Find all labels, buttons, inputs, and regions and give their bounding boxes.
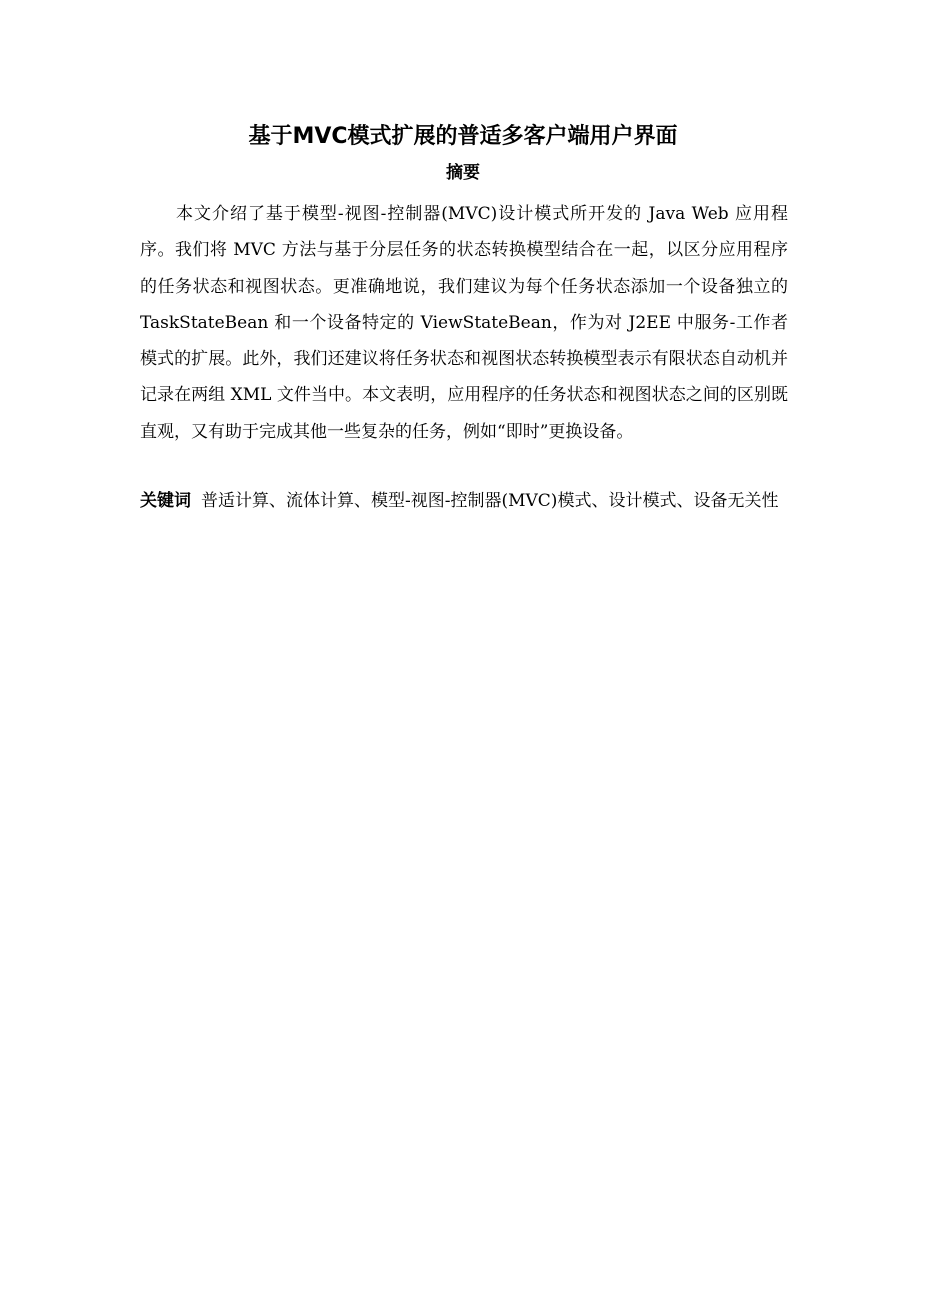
keywords-section <box>140 484 788 519</box>
abstract-paragraph: 本文介绍了基于模型-视图-控制器(MVC)设计模式所开发的 Java Web 应用程序。我们将 MVC 方法与基于分层任务的状态转换模型结合在一起，以区分应用程序的任务状态和视图状态。更准确地说，我们建议为每个任务状态添加一个设备独立的 TaskStateBean 和一个设备特定的 ViewStateBean，作为对 J2EE 中服务-工作者模式的扩展。此外，我们还建议将任务状态和视图状态转换模型表示有限状态自动机并记录在两组 XML 文件当中。本文表明，应用程序的任务状态和视图状态之间的区别既直观，又有助于完成其他一些复杂的任务，例如“即时”更换设备。 <box>140 204 788 442</box>
keywords-text: 普适计算、流体计算、模型-视图-控制器(MVC)模式、设计模式、设备无关性 <box>201 491 779 511</box>
keywords-label: 关键词 <box>140 491 191 511</box>
abstract-heading: 摘要 <box>446 163 480 183</box>
document-title: 基于MVC模式扩展的普适多客户端用户界面 <box>248 124 678 149</box>
